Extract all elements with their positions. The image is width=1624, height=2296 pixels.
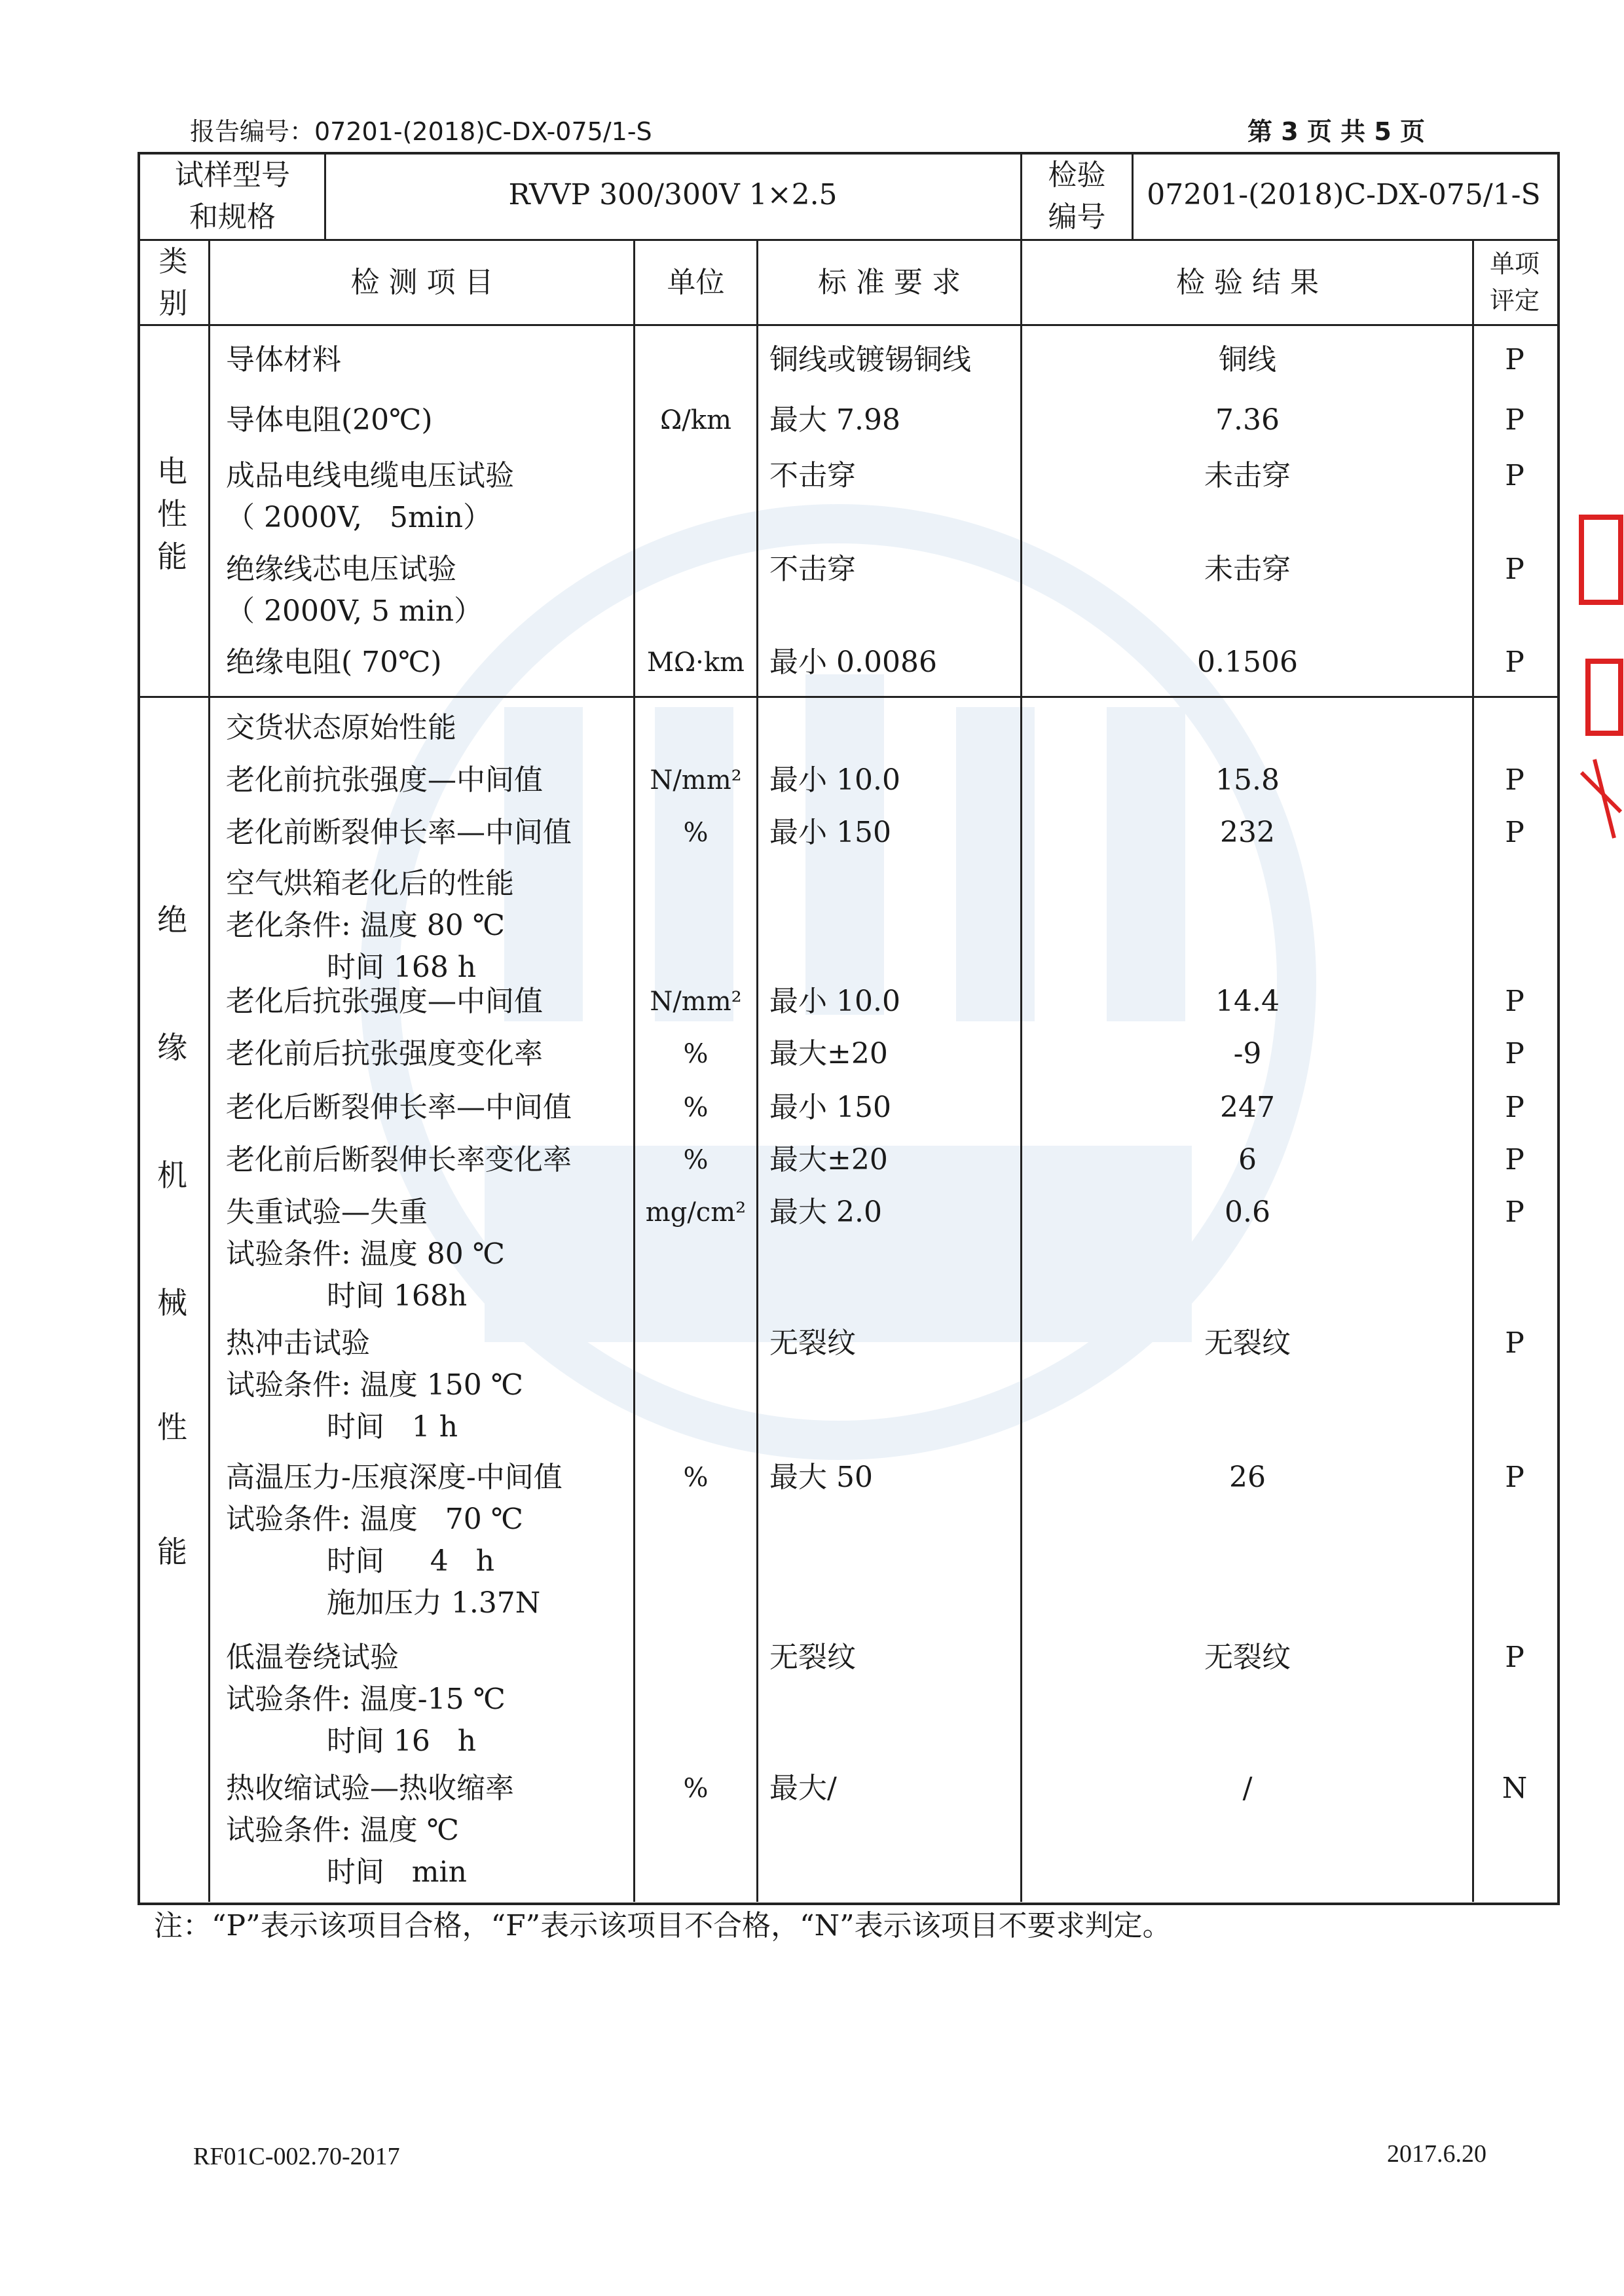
test-item-text: 空气烘箱老化后的性能	[226, 867, 514, 900]
unit-cell: %	[683, 1463, 709, 1493]
test-item-text: 低温卷绕试验	[226, 1641, 399, 1674]
model-label-line1: 试样型号	[175, 158, 290, 192]
result-cell: 未击穿	[1204, 553, 1291, 586]
test-item-text: 时间 168 h	[226, 951, 477, 984]
test-item-text: 老化前后抗张强度变化率	[226, 1037, 543, 1070]
inspect-value: 07201-(2018)C-DX-075/1-S	[1147, 178, 1541, 211]
test-item-text: 老化前抗张强度—中间值	[226, 763, 543, 797]
inspect-label-line1: 检验	[1048, 158, 1106, 192]
test-item-text: （ 2000V, 5min）	[226, 501, 492, 534]
col-unit: 单位	[667, 266, 725, 299]
standard-cell: 最大 7.98	[769, 403, 900, 437]
result-cell: 0.1506	[1197, 646, 1298, 679]
unit-cell: %	[683, 1145, 709, 1175]
test-item-text: 高温压力-压痕深度-中间值	[226, 1461, 563, 1494]
result-cell: 14.4	[1215, 985, 1280, 1018]
result-cell: 15.8	[1215, 763, 1280, 797]
unit-cell: %	[683, 1774, 709, 1804]
unit-cell: Ω/km	[660, 405, 731, 435]
test-item-text: 成品电线电缆电压试验	[226, 459, 514, 492]
verdict-cell: P	[1505, 403, 1524, 437]
unit-cell: N/mm²	[650, 987, 742, 1017]
verdict-cell: P	[1505, 1037, 1524, 1070]
standard-cell: 铜线或镀锡铜线	[769, 343, 971, 376]
test-item-text: 时间 16 h	[226, 1724, 477, 1758]
section-electrical-char: 电	[157, 454, 187, 489]
col-verdict-2: 评定	[1489, 286, 1540, 315]
test-item-text: 导体材料	[226, 343, 341, 376]
result-cell: 0.6	[1225, 1195, 1270, 1229]
section-mechanical-char: 性	[157, 1410, 187, 1445]
unit-cell: mg/cm²	[645, 1197, 747, 1228]
result-cell: 6	[1238, 1143, 1257, 1176]
test-item-text: 交货状态原始性能	[226, 711, 456, 744]
unit-cell: %	[683, 818, 709, 848]
standard-cell: 最小 150	[769, 1091, 891, 1124]
verdict-cell: N	[1502, 1772, 1528, 1805]
standard-cell: 最大±20	[769, 1143, 888, 1176]
verdict-cell: P	[1505, 459, 1524, 492]
section-mechanical-char: 缘	[157, 1030, 187, 1065]
test-item-text: 绝缘线芯电压试验	[226, 553, 456, 586]
col-item: 检 测 项 目	[350, 266, 494, 299]
test-item-text: 试验条件: 温度 80 ℃	[226, 1237, 505, 1271]
verdict-cell: P	[1505, 1195, 1524, 1229]
verdict-cell: P	[1505, 1091, 1524, 1124]
col-verdict-1: 单项	[1489, 249, 1540, 278]
form-code: RF01C-002.70-2017	[193, 2143, 400, 2170]
section-electrical-char: 性	[157, 496, 187, 532]
footer-date: 2017.6.20	[1387, 2140, 1486, 2168]
unit-cell: %	[683, 1093, 709, 1123]
test-item-text: 老化后断裂伸长率—中间值	[226, 1091, 572, 1124]
verdict-cell: P	[1505, 985, 1524, 1018]
col-result: 检 验 结 果	[1176, 266, 1319, 299]
test-item-text: 时间 1 h	[226, 1410, 458, 1444]
test-item-text: 热收缩试验—热收缩率	[226, 1772, 514, 1805]
verdict-cell: P	[1505, 1326, 1524, 1360]
test-item-text: 绝缘电阻( 70℃)	[226, 646, 442, 679]
red-seal-stamp	[1575, 511, 1624, 851]
verdict-cell: P	[1505, 763, 1524, 797]
result-cell: 26	[1229, 1461, 1266, 1494]
standard-cell: 不击穿	[769, 553, 856, 586]
test-item-text: 老化条件: 温度 80 ℃	[226, 909, 505, 942]
col-standard: 标 准 要 求	[818, 266, 961, 299]
standard-cell: 最小 150	[769, 816, 891, 849]
result-cell: 7.36	[1215, 403, 1280, 437]
standard-cell: 最大/	[769, 1772, 837, 1805]
test-item-text: 试验条件: 温度 ℃	[226, 1813, 460, 1847]
verdict-cell: P	[1505, 646, 1524, 679]
unit-cell: %	[683, 1039, 709, 1069]
verdict-cell: P	[1505, 343, 1524, 376]
test-item-text: 热冲击试验	[226, 1326, 370, 1360]
section-mechanical-char: 机	[157, 1157, 187, 1193]
test-item-text: 施加压力 1.37N	[226, 1586, 541, 1620]
model-label-line2: 和规格	[189, 200, 276, 234]
section-electrical-char: 能	[157, 539, 187, 574]
verdict-cell: P	[1505, 553, 1524, 586]
result-cell: -9	[1233, 1037, 1262, 1070]
test-item-text: 导体电阻(20℃)	[226, 403, 433, 437]
verdict-cell: P	[1505, 1641, 1524, 1674]
standard-cell: 最大 50	[769, 1461, 873, 1494]
section-mechanical-char: 绝	[157, 902, 187, 938]
page-info: 第 3 页 共 5 页	[1247, 117, 1426, 146]
test-item-text: 老化前后断裂伸长率变化率	[226, 1143, 572, 1176]
result-cell: 未击穿	[1204, 459, 1291, 492]
section-mechanical-char: 械	[157, 1285, 187, 1321]
col-category-2: 别	[158, 287, 188, 320]
standard-cell: 无裂纹	[769, 1326, 856, 1360]
report-number: 报告编号：07201-(2018)C-DX-075/1-S	[190, 117, 652, 146]
standard-cell: 最大±20	[769, 1037, 888, 1070]
test-item-text: 老化前断裂伸长率—中间值	[226, 816, 572, 849]
result-cell: 铜线	[1219, 343, 1276, 376]
verdict-cell: P	[1505, 816, 1524, 849]
standard-cell: 最小 0.0086	[769, 646, 937, 679]
standard-cell: 最大 2.0	[769, 1195, 882, 1229]
section-mechanical-char: 能	[157, 1534, 187, 1569]
test-item-text: 试验条件: 温度 150 ℃	[226, 1368, 523, 1402]
inspect-label-line2: 编号	[1048, 200, 1106, 234]
standard-cell: 无裂纹	[769, 1641, 856, 1674]
unit-cell: MΩ·km	[646, 647, 745, 678]
result-cell: 232	[1220, 816, 1275, 849]
test-item-text: 试验条件: 温度-15 ℃	[226, 1683, 506, 1716]
verdict-cell: P	[1505, 1461, 1524, 1494]
test-item-text: 时间 min	[226, 1855, 467, 1889]
test-item-text: 试验条件: 温度 70 ℃	[226, 1503, 523, 1536]
unit-cell: N/mm²	[650, 765, 742, 795]
test-item-text: 时间 4 h	[226, 1544, 495, 1578]
test-item-text: 失重试验—失重	[226, 1195, 428, 1229]
standard-cell: 不击穿	[769, 459, 856, 492]
test-item-text: 老化后抗张强度—中间值	[226, 985, 543, 1018]
footnote: 注：“P”表示该项目合格，“F”表示该项目不合格，“N”表示该项目不要求判定。	[154, 1909, 1172, 1942]
result-cell: 无裂纹	[1204, 1326, 1291, 1360]
standard-cell: 最小 10.0	[769, 985, 900, 1018]
verdict-cell: P	[1505, 1143, 1524, 1176]
standard-cell: 最小 10.0	[769, 763, 900, 797]
model-value: RVVP 300/300V 1×2.5	[508, 178, 838, 211]
test-item-text: 时间 168h	[226, 1279, 468, 1313]
test-item-text: （ 2000V, 5 min）	[226, 594, 483, 628]
col-category-1: 类	[158, 245, 188, 278]
result-cell: /	[1242, 1772, 1253, 1805]
result-cell: 247	[1220, 1091, 1275, 1124]
result-cell: 无裂纹	[1204, 1641, 1291, 1674]
